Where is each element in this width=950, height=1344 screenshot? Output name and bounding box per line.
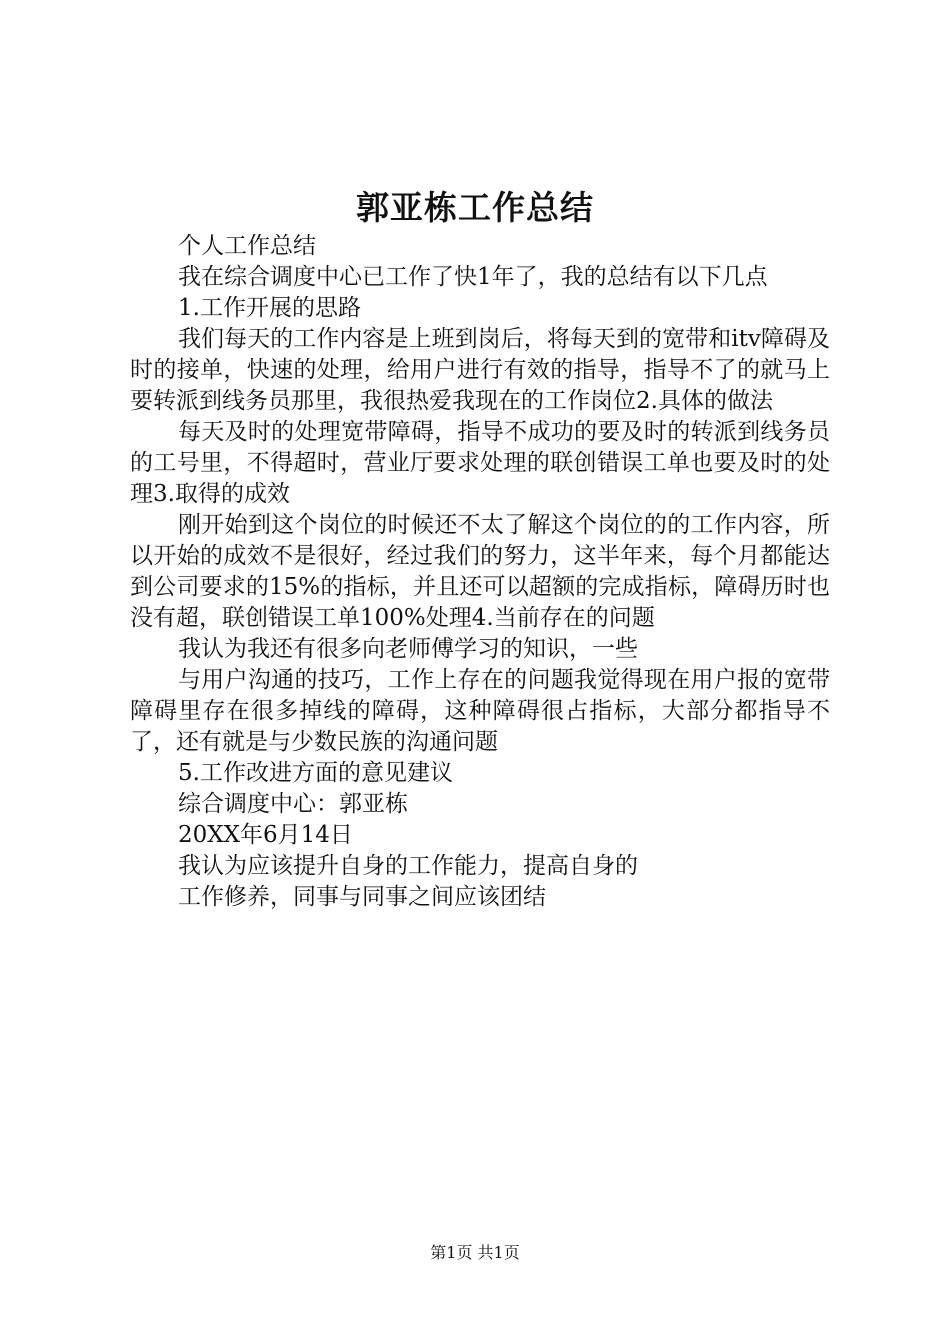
document-title: 郭亚栋工作总结: [356, 188, 594, 227]
date-line: 20XX年6月14日: [178, 822, 353, 848]
section-heading-5: 5.工作改进方面的意见建议: [178, 760, 453, 786]
paragraph-method: 每天及时的处理宽带障碍，指导不成功的要及时的转派到线务员的工号里，不得超时，营业厅要求处理的联创错误工单也要及时的处理3.取得的成效: [130, 419, 830, 507]
signature-line: 综合调度中心：郭亚栋: [178, 791, 408, 817]
page-footer: 第1页 共1页: [430, 1243, 520, 1262]
paragraph-results: 刚开始到这个岗位的时候还不太了解这个岗位的的工作内容，所以开始的成效不是很好，经过我们的努力，这半年来，每个月都能达到公司要求的15%的指标，并且还可以超额的完成指标，障碍历时也没有超，联创错误工单100%处理4.当前存在的问题: [130, 512, 830, 631]
paragraph-learning: 我认为我还有很多向老师傅学习的知识，一些: [178, 636, 638, 662]
paragraph-suggestion-1: 我认为应该提升自身的工作能力，提高自身的: [178, 853, 638, 879]
paragraph-heading: 个人工作总结: [178, 233, 316, 259]
section-heading-1: 1.工作开展的思路: [178, 295, 361, 321]
document-body: [130, 231, 830, 913]
paragraph-problems: 与用户沟通的技巧，工作上存在的问题我觉得现在用户报的宽带障碍里存在很多掉线的障碍，这种障碍很占指标，大部分都指导不了，还有就是与少数民族的沟通问题: [130, 667, 830, 755]
paragraph-daily-work: 我们每天的工作内容是上班到岗后，将每天到的宽带和itv障碍及时的接单，快速的处理，给用户进行有效的指导，指导不了的就马上要转派到线务员那里，我很热爱我现在的工作岗位2.具体的做法: [130, 326, 830, 414]
paragraph-suggestion-2: 工作修养，同事与同事之间应该团结: [178, 884, 546, 910]
paragraph-intro: 我在综合调度中心已工作了快1年了，我的总结有以下几点: [178, 264, 768, 290]
